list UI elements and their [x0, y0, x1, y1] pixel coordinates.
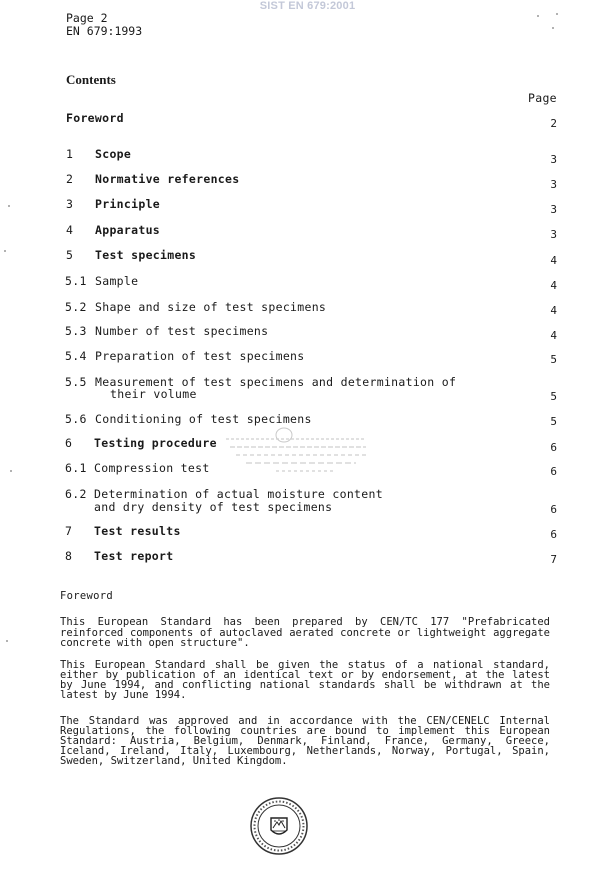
- toc-entry-title: Shape and size of test specimens: [95, 300, 327, 314]
- toc-entry-title: Sample: [95, 274, 139, 288]
- document-id: EN 679:1993: [66, 24, 143, 38]
- toc-entry-number: 5.2: [65, 300, 87, 314]
- toc-entry-page: 5: [550, 415, 557, 428]
- toc-entry-title: Number of test specimens: [95, 324, 269, 338]
- page-column-heading: Page: [528, 91, 557, 105]
- toc-entry-number: 5: [66, 248, 74, 262]
- toc-foreword-page: 2: [550, 117, 557, 130]
- toc-entry-page: 4: [550, 279, 557, 292]
- toc-entry-title: Determination of actual moisture content: [94, 487, 383, 501]
- toc-entry-page: 5: [550, 390, 557, 403]
- official-seal-image: [248, 796, 310, 856]
- toc-entry-page: 4: [550, 304, 557, 317]
- toc-entry-page: 3: [550, 203, 557, 216]
- toc-entry-title: Normative references: [95, 172, 240, 186]
- foreword-paragraph: The Standard was approved and in accordance with the CEN/CENELC Internal Regulations, the following countries are bound to implement this European Standard: Austria, Belgium, Denmark, Finland, France, Germany, Greece, Iceland, Ireland, Italy, Luxembourg, Netherlands, Norway, Portugal, Spain, Sweden, Switzerland, United Kingdom.: [60, 715, 550, 767]
- toc-entry-page: 6: [550, 528, 557, 541]
- toc-entry-title: Test results: [94, 524, 181, 538]
- toc-entry-title: Testing procedure: [94, 436, 217, 450]
- toc-entry-title: Compression test: [94, 461, 210, 475]
- toc-entry-page: 3: [550, 178, 557, 191]
- toc-entry-number: 5.4: [65, 349, 87, 363]
- library-stamp-image: [216, 425, 372, 487]
- toc-entry-number: 6: [65, 436, 73, 450]
- sist-watermark: SIST EN 679:2001: [259, 0, 356, 12]
- toc-foreword-label: Foreword: [66, 111, 124, 125]
- page-number-header: Page 2: [66, 11, 108, 25]
- toc-entry-page: 6: [550, 465, 557, 478]
- toc-entry-number: 4: [66, 223, 74, 237]
- toc-entry-title: Conditioning of test specimens: [95, 412, 312, 426]
- toc-entry-number: 2: [66, 172, 74, 186]
- toc-entry-page: 6: [550, 503, 557, 516]
- toc-entry-number: 5.6: [65, 412, 87, 426]
- toc-entry-title: Test report: [94, 549, 174, 563]
- foreword-paragraph: This European Standard has been prepared by CEN/TC 177 "Prefabricated reinforced components of autoclaved aerated concrete or lightweight aggregate concrete with open structure".: [60, 616, 550, 649]
- toc-entry-number: 3: [66, 197, 74, 211]
- toc-entry-title: Scope: [95, 147, 132, 161]
- toc-entry-page: 3: [550, 228, 557, 241]
- foreword-paragraph: This European Standard shall be given the status of a national standard, either by publication of an identical text or by endorsement, at the latest by June 1994, and conflicting national standards shall be withdrawn at the latest by June 1994.: [60, 659, 550, 701]
- toc-entry-title: Test specimens: [95, 248, 197, 262]
- toc-entry-number: 8: [65, 549, 73, 563]
- toc-entry-number: 1: [66, 147, 74, 161]
- toc-entry-title-continued: their volume: [110, 387, 197, 401]
- toc-entry-number: 6.2: [65, 487, 87, 501]
- toc-entry-number: 5.5: [65, 375, 87, 389]
- toc-entry-title: Apparatus: [95, 223, 161, 237]
- toc-entry-page: 7: [550, 553, 557, 566]
- toc-entry-title: Measurement of test specimens and determination of: [95, 375, 457, 389]
- toc-entry-number: 5.1: [65, 274, 87, 288]
- toc-entry-page: 4: [550, 329, 557, 342]
- toc-entry-number: 7: [65, 524, 73, 538]
- toc-entry-page: 4: [550, 254, 557, 267]
- toc-entry-title-continued: and dry density of test specimens: [94, 500, 333, 514]
- toc-entry-title: Principle: [95, 197, 161, 211]
- toc-entry-page: 5: [550, 353, 557, 366]
- toc-entry-page: 3: [550, 153, 557, 166]
- foreword-heading: Foreword: [60, 590, 113, 602]
- toc-entry-title: Preparation of test specimens: [95, 349, 305, 363]
- toc-entry-page: 6: [550, 441, 557, 454]
- toc-entry-number: 6.1: [65, 461, 87, 475]
- toc-entry-number: 5.3: [65, 324, 87, 338]
- contents-title: Contents: [66, 72, 116, 87]
